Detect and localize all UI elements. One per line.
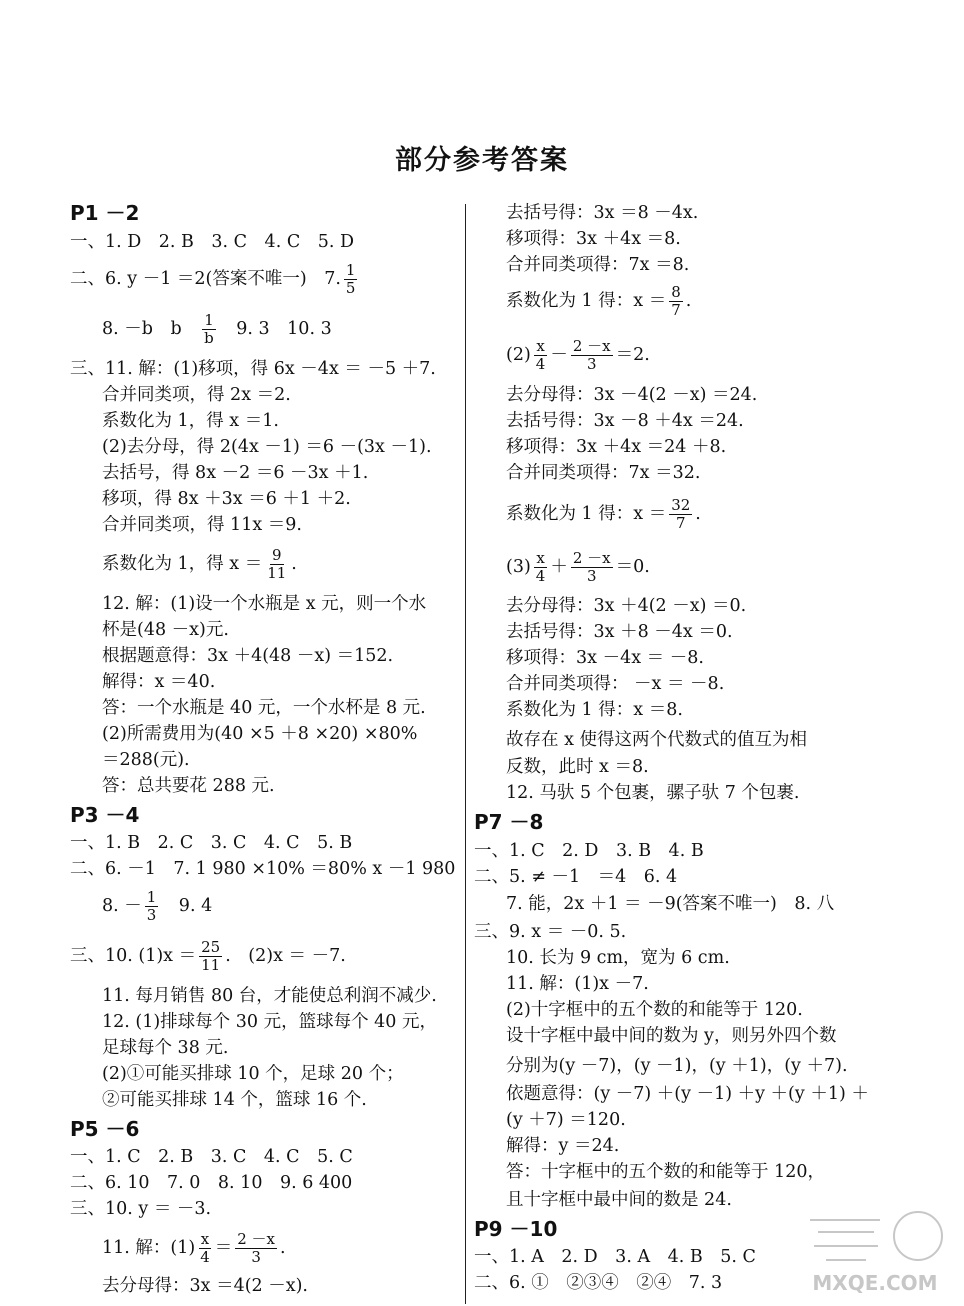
operator: － (550, 345, 568, 365)
fraction (534, 550, 548, 585)
answer-line: 答：总共要花 288 元. (102, 776, 275, 796)
line-text: 8. － (102, 896, 142, 916)
fraction-denominator: b (204, 328, 214, 347)
answer-line: (2)所需费用为(40 ×5 ＋8 ×20) ×80% (102, 724, 418, 744)
answer-line: 12. 马驮 5 个包裹，骡子驮 7 个包裹. (506, 783, 800, 803)
fraction (202, 312, 216, 347)
line-text: . (685, 291, 692, 311)
fraction-numerator: 1 (146, 887, 157, 906)
answer-line: 三、10. y ＝ －3. (70, 1199, 212, 1219)
line-text: (2) (506, 345, 531, 365)
fraction-numerator: 25 (201, 937, 221, 956)
answer-line: 分别为(y －7)，(y －1)，(y ＋1)，(y ＋7). (506, 1056, 848, 1076)
section-heading: P1 －2 (70, 201, 140, 225)
section-heading: P3 －4 (70, 803, 140, 827)
fraction (534, 338, 548, 373)
answer-line: 去分母得：3x ＝4(2 －x). (102, 1276, 308, 1296)
answer-line: 合并同类项，得 2x ＝2. (102, 385, 291, 405)
answer-line: 三、9. x ＝ －0. 5. (474, 922, 627, 942)
fraction (199, 939, 222, 974)
page-title: 部分参考答案 (395, 145, 569, 176)
column-divider (465, 204, 466, 1304)
line-text: . (280, 1238, 286, 1258)
fraction-numerator: x (200, 1229, 210, 1248)
answer-line (506, 548, 650, 585)
fraction-numerator: 32 (671, 495, 691, 514)
answer-line: 一、1. C 2. D 3. B 4. B (474, 841, 704, 861)
answer-line: 且十字框中最中间的数是 24. (506, 1190, 732, 1210)
line-text: . (291, 554, 297, 574)
answer-line: (2)去分母，得 2(4x －1) ＝6 －(3x －1). (102, 437, 432, 457)
fraction-denominator: 4 (535, 354, 546, 373)
line-text: . (2)x ＝ －7. (225, 946, 346, 966)
answer-line: (2)十字框中的五个数的和能等于 120. (506, 1000, 803, 1020)
answer-line: 7. 能，2x ＋1 ＝ －9(答案不唯一) 8. 八 (506, 894, 835, 914)
answer-line: 根据题意得：3x ＋4(48 －x) ＝152. (102, 646, 394, 666)
answer-line: 去括号得：3x ＋8 －4x ＝0. (506, 622, 733, 642)
fraction (265, 547, 288, 582)
answer-line: (y ＋7) ＝120. (506, 1110, 626, 1130)
answer-line: 二、6. 10 7. 0 8. 10 9. 6 400 (70, 1173, 353, 1193)
watermark-site: MXQE.COM (812, 1271, 938, 1295)
answer-line (102, 1229, 286, 1266)
answer-line: 系数化为 1 得：x ＝8. (506, 700, 683, 720)
answer-line: 12. (1)排球每个 30 元，篮球每个 40 元， (102, 1012, 437, 1032)
line-text: 系数化为 1 得：x ＝ (506, 291, 667, 311)
answer-line: 合并同类项得：7x ＝32. (506, 463, 701, 483)
fraction-numerator: 1 (345, 260, 356, 279)
answer-line (102, 545, 297, 582)
answer-line: 一、1. A 2. D 3. A 4. B 5. C (474, 1247, 756, 1267)
fraction (235, 1231, 277, 1266)
answer-line: 移项得：3x －4x ＝ －8. (506, 648, 704, 668)
fraction-denominator: 3 (586, 566, 597, 585)
fraction-denominator: 4 (200, 1247, 210, 1266)
answer-line: 合并同类项得：7x ＝8. (506, 255, 690, 275)
answer-line: 一、1. C 2. B 3. C 4. C 5. C (70, 1147, 353, 1167)
answer-line: 合并同类项得： －x ＝ －8. (506, 674, 725, 694)
answer-line: 解得：y ＝24. (506, 1136, 620, 1156)
answer-line: 去分母得：3x ＋4(2 －x) ＝0. (506, 596, 747, 616)
answer-line (506, 336, 650, 373)
answer-line: 答：一个水瓶是 40 元，一个水杯是 8 元. (102, 698, 426, 718)
fraction-numerator: x (536, 548, 545, 567)
fraction (571, 550, 613, 585)
answer-line: 移项得：3x ＋4x ＝8. (506, 229, 681, 249)
fraction-denominator: 5 (345, 278, 356, 297)
answer-line: 移项，得 8x ＋3x ＝6 ＋1 ＋2. (102, 489, 351, 509)
answer-line: 合并同类项，得 11x ＝9. (102, 515, 302, 535)
answer-line: 11. 解：(1)x －7. (506, 974, 649, 994)
line-text: 9. 4 (161, 896, 213, 916)
watermark-logo (800, 1200, 950, 1296)
answer-line (102, 310, 332, 347)
section-heading: P5 －6 (70, 1117, 140, 1141)
answer-line: 二、6. －1 7. 1 980 ×10% ＝80% x －1 980 (70, 859, 456, 879)
answer-line: 10. 长为 9 cm，宽为 6 cm. (506, 948, 730, 968)
line-text: 8. －b b (102, 319, 200, 339)
answer-line: 11. 每月销售 80 台，才能使总利润不减少. (102, 986, 437, 1006)
line-text: 9. 3 10. 3 (218, 319, 332, 339)
answer-line: 设十字框中最中间的数为 y，则另外四个数 (506, 1026, 837, 1046)
answer-line: (2)①可能买排球 10 个，足球 20 个； (102, 1064, 404, 1084)
answer-line: 二、5. ≠ －1 ＝4 6. 4 (474, 867, 678, 887)
answer-line: 去括号得：3x ＝8 －4x. (506, 203, 699, 223)
answer-line: 一、1. D 2. B 3. C 4. C 5. D (70, 232, 354, 252)
answer-line: 足球每个 38 元. (102, 1038, 229, 1058)
answer-line: 移项得：3x ＋4x ＝24 ＋8. (506, 437, 727, 457)
fraction (669, 284, 683, 319)
operator: ＝ (214, 1238, 233, 1258)
line-text: 11. 解：(1) (102, 1238, 196, 1258)
fraction-numerator: 8 (671, 282, 681, 301)
answer-line: 去括号得：3x －8 ＋4x ＝24. (506, 411, 744, 431)
answer-line (70, 260, 360, 297)
fraction-denominator: 3 (146, 905, 157, 924)
answer-line: 反数，此时 x ＝8. (506, 757, 649, 777)
fraction-numerator: 2 －x (572, 336, 611, 355)
answer-line: 三、11. 解：(1)移项，得 6x －4x ＝ －5 ＋7. (70, 359, 436, 379)
line-text: 二、6. y －1 ＝2(答案不唯一) 7. (70, 269, 341, 289)
answer-line: 12. 解：(1)设一个水瓶是 x 元，则一个水 (102, 594, 427, 614)
line-text: . (695, 504, 701, 524)
fraction-denominator: 11 (201, 955, 221, 974)
answer-line: 去分母得：3x －4(2 －x) ＝24. (506, 385, 758, 405)
fraction-numerator: 2 －x (237, 1229, 276, 1248)
answer-line: 依题意得：(y －7) ＋(y －1) ＋y ＋(y ＋1) ＋ (506, 1084, 869, 1104)
line-text: 系数化为 1，得 x ＝ (102, 554, 263, 574)
fraction-numerator: 1 (204, 310, 214, 329)
answer-line: ②可能买排球 14 个，篮球 16 个. (102, 1090, 367, 1110)
fraction-numerator: 9 (271, 545, 282, 564)
answer-line (70, 937, 346, 974)
answer-line: 杯是(48 －x)元. (102, 620, 229, 640)
answer-line: 故存在 x 使得这两个代数式的值互为相 (506, 730, 807, 750)
line-text: 三、10. (1)x ＝ (70, 946, 197, 966)
answer-line: 去括号，得 8x －2 ＝6 －3x ＋1. (102, 463, 369, 483)
answer-line: 答：十字框中的五个数的和能等于 120， (506, 1162, 825, 1182)
answer-line: 解得：x ＝40. (102, 672, 216, 692)
answer-line: 二、6. ① ②③④ ②④ 7. 3 (474, 1273, 723, 1293)
fraction-denominator: 3 (251, 1247, 261, 1266)
fraction-numerator: 2 －x (572, 548, 611, 567)
operator: ＋ (550, 557, 568, 577)
section-heading: P7 －8 (474, 810, 544, 834)
fraction (198, 1231, 212, 1266)
answer-line: ＝288(元). (102, 750, 190, 770)
fraction-denominator: 4 (535, 566, 546, 585)
fraction-numerator: x (536, 336, 545, 355)
fraction-denominator: 7 (675, 513, 686, 532)
answer-line (102, 887, 213, 924)
answer-line (506, 282, 692, 319)
answer-line: 一、1. B 2. C 3. C 4. C 5. B (70, 833, 353, 853)
answer-line: 系数化为 1，得 x ＝1. (102, 411, 279, 431)
fraction-denominator: 3 (586, 354, 597, 373)
answer-line (506, 495, 701, 532)
fraction-denominator: 7 (671, 300, 681, 319)
fraction (571, 338, 613, 373)
fraction (344, 262, 358, 297)
fraction (669, 497, 692, 532)
line-text: ＝2. (615, 345, 650, 365)
line-text: ＝0. (615, 557, 650, 577)
line-text: 系数化为 1 得：x ＝ (506, 504, 667, 524)
fraction (145, 889, 159, 924)
fraction-denominator: 11 (267, 563, 287, 582)
section-heading: P9 －10 (474, 1217, 558, 1241)
line-text: (3) (506, 557, 531, 577)
